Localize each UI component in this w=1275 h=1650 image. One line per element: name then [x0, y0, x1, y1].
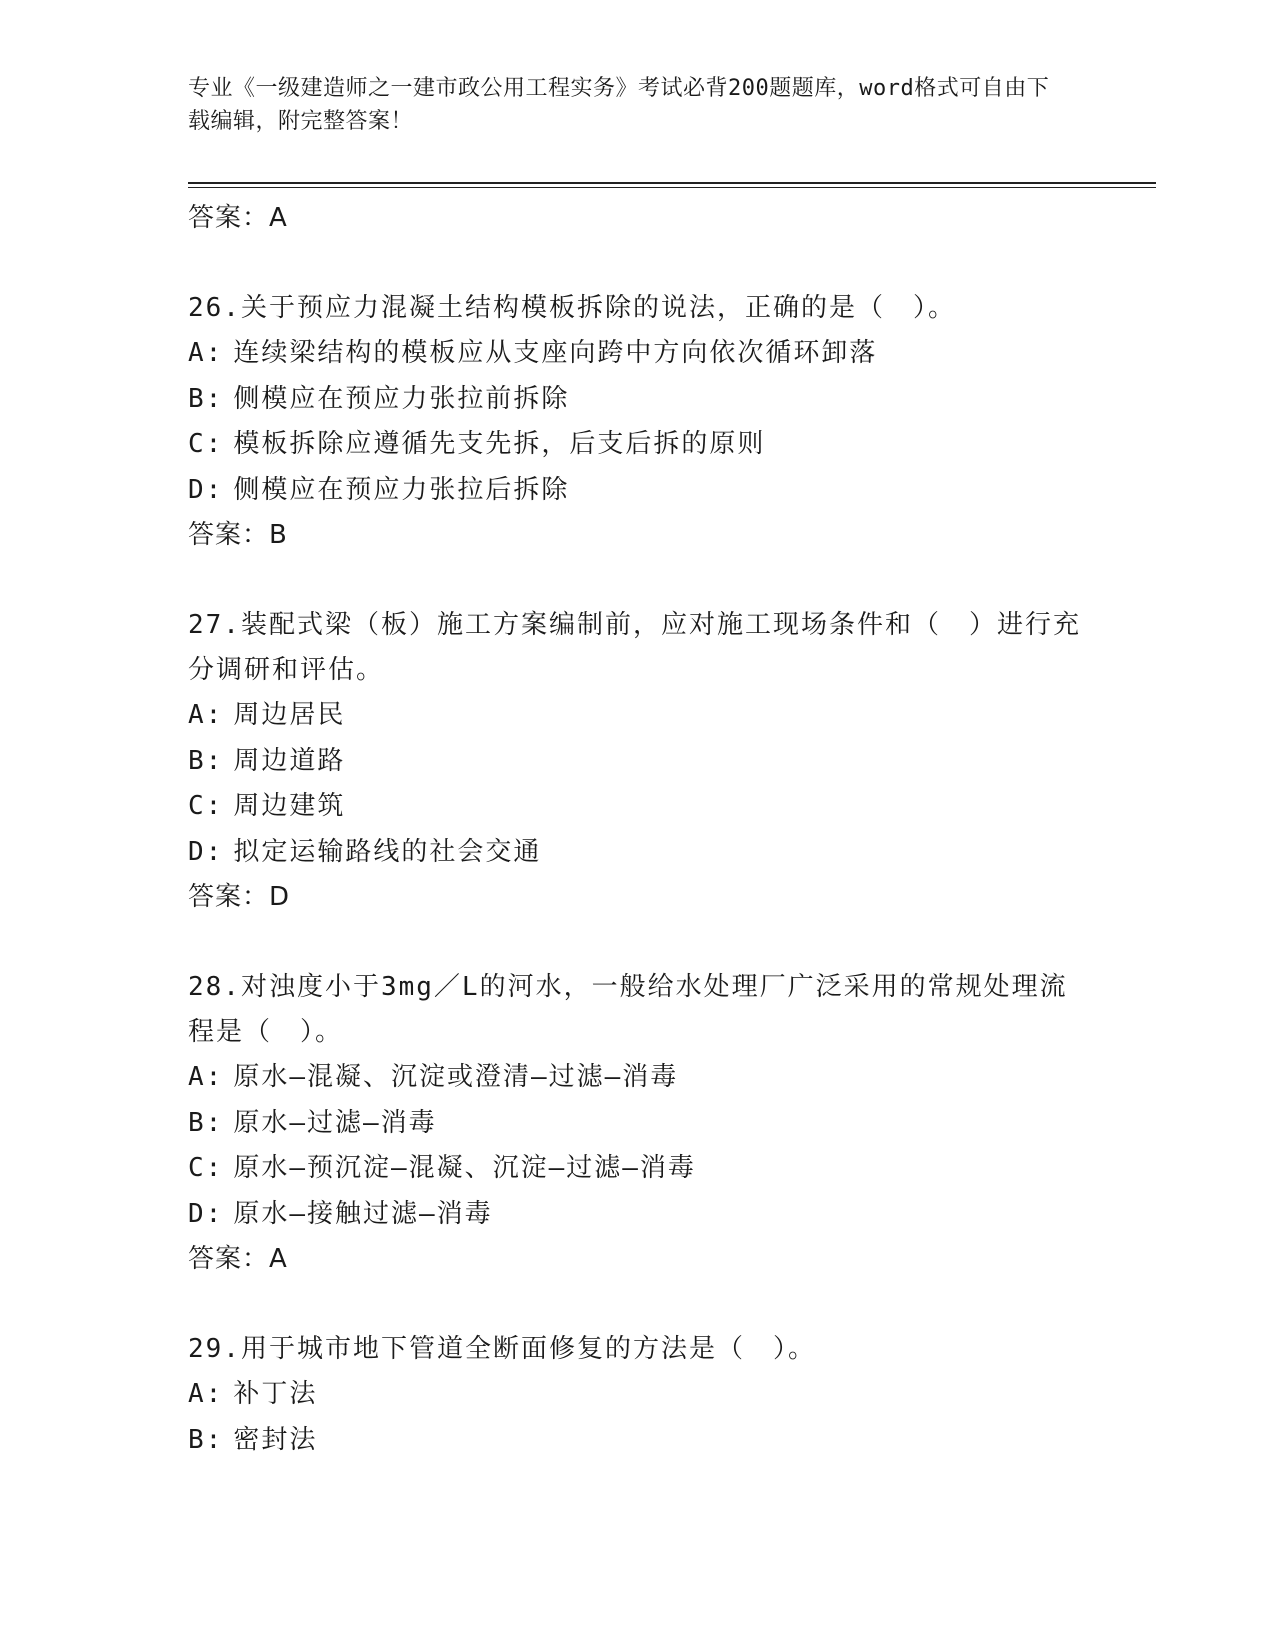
option-a [188, 1372, 1158, 1418]
option-a [188, 1055, 1158, 1101]
question-stem: 27.装配式梁（板）施工方案编制前，应对施工现场条件和（ ）进行充分调研和评估。 [188, 610, 1081, 685]
option-label: C: [188, 429, 224, 459]
option-text: 原水—接触过滤—消毒 [233, 1198, 493, 1229]
divider-thin-line [188, 187, 1156, 188]
option-text: 补丁法 [233, 1379, 318, 1409]
option-c [188, 422, 1158, 468]
option-text: 周边建筑 [233, 791, 346, 821]
question-stem: 29.用于城市地下管道全断面修复的方法是（ ）。 [188, 1334, 816, 1364]
option-d [188, 468, 1158, 514]
option-text: 侧模应在预应力张拉后拆除 [233, 474, 570, 505]
option-label: C: [188, 791, 224, 821]
option-text: 周边居民 [233, 700, 346, 730]
option-text: 原水—混凝、沉淀或澄清—过滤—消毒 [233, 1062, 679, 1092]
option-text: 连续梁结构的模板应从支座向跨中方向依次循环卸落 [233, 338, 878, 368]
option-label: A: [188, 338, 224, 368]
option-label: D: [188, 1198, 224, 1229]
option-label: A: [188, 1379, 224, 1409]
option-label: B: [188, 383, 224, 414]
option-text: 模板拆除应遵循先支先拆，后支后拆的原则 [233, 429, 766, 459]
question-26 [188, 286, 1158, 557]
option-c [188, 784, 1158, 830]
answer: 答案：B [188, 520, 288, 550]
header-divider [188, 182, 1156, 188]
question-stem: 28.对浊度小于3mg／L的河水，一般给水处理厂广泛采用的常规处理流程是（ ）。 [188, 972, 1068, 1047]
option-text: 密封法 [233, 1424, 318, 1455]
option-d [188, 830, 1158, 876]
option-d [188, 1192, 1158, 1238]
option-b [188, 739, 1158, 785]
option-a [188, 693, 1158, 739]
option-label: A: [188, 700, 224, 730]
option-label: D: [188, 836, 224, 867]
option-b [188, 377, 1158, 423]
option-b [188, 1101, 1158, 1147]
option-c [188, 1146, 1158, 1192]
option-label: A: [188, 1062, 224, 1092]
question-28 [188, 965, 1158, 1281]
option-a [188, 331, 1158, 377]
option-label: B: [188, 745, 224, 776]
answer: 答案：A [188, 1244, 288, 1274]
question-27 [188, 603, 1158, 919]
option-label: B: [188, 1424, 224, 1455]
document-header: 专业《一级建造师之一建市政公用工程实务》考试必背200题题库，word格式可自由下载编辑，附完整答案！ [188, 76, 1050, 134]
option-text: 侧模应在预应力张拉前拆除 [233, 383, 570, 414]
option-label: D: [188, 474, 224, 505]
divider-thick-line [188, 182, 1156, 184]
answer: 答案：D [188, 882, 291, 912]
option-label: C: [188, 1153, 224, 1183]
question-29 [188, 1327, 1158, 1463]
option-label: B: [188, 1107, 224, 1138]
previous-answer: 答案：A [188, 203, 288, 233]
option-text: 原水—预沉淀—混凝、沉淀—过滤—消毒 [233, 1153, 696, 1183]
option-b [188, 1418, 1158, 1464]
option-text: 拟定运输路线的社会交通 [233, 836, 542, 867]
document-page [188, 72, 1158, 1463]
option-text: 原水—过滤—消毒 [233, 1107, 437, 1138]
option-text: 周边道路 [233, 745, 346, 776]
question-stem: 26.关于预应力混凝土结构模板拆除的说法，正确的是（ ）。 [188, 293, 956, 323]
